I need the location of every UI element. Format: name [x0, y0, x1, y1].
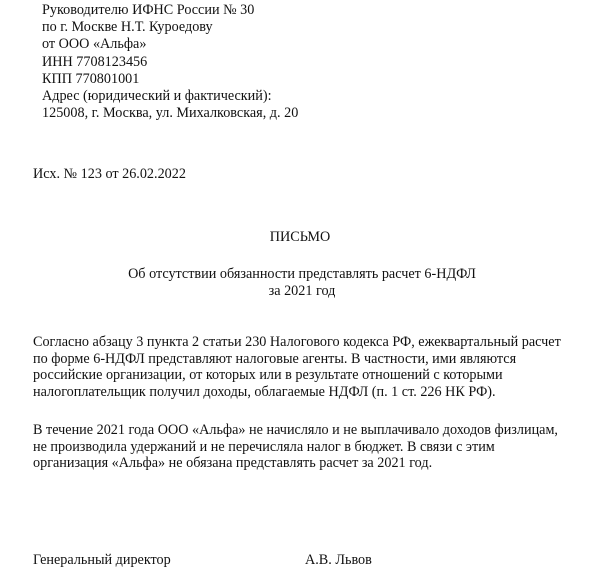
outgoing-reference: Исх. № 123 от 26.02.2022 — [33, 166, 186, 182]
paragraph-line: налогоплательщик получил доходы, облагаемые НДФЛ (п. 1 ст. 226 НК РФ). — [33, 384, 496, 401]
addressee-line-address: 125008, г. Москва, ул. Михалковская, д. 20 — [42, 105, 299, 122]
signature-name: А.В. Львов — [305, 552, 372, 568]
paragraph-line: не производила удержаний и не перечисляла налог в бюджет. В связи с этим — [33, 438, 495, 455]
addressee-line-recipient: Руководителю ИФНС России № 30 — [42, 2, 255, 18]
addressee-line-address-label: Адрес (юридический и фактический): — [42, 88, 272, 105]
letter-title: ПИСЬМО — [269, 229, 331, 245]
subject-line: Об отсутствии обязанности представлять расчет 6-НДФЛ — [128, 266, 476, 282]
addressee-line-inn: ИНН 7708123456 — [42, 53, 148, 70]
addressee-line-kpp: КПП 770801001 — [42, 70, 140, 87]
addressee-line-recipient-name: по г. Москве Н.Т. Куроедову — [42, 19, 213, 36]
paragraph-line: Согласно абзацу 3 пункта 2 статьи 230 Налогового кодекса РФ, ежеквартальный расчет — [33, 334, 561, 350]
paragraph-line: по форме 6-НДФЛ представляют налоговые агенты. В частности, ими являются — [33, 350, 517, 367]
addressee-line-sender: от ООО «Альфа» — [42, 36, 147, 53]
signature-role: Генеральный директор — [33, 552, 171, 568]
subject-line: за 2021 год — [268, 282, 336, 299]
body-paragraph-1 — [33, 334, 561, 401]
addressee-block — [42, 2, 298, 122]
letter-subject — [2, 266, 600, 299]
paragraph-line: российские организации, от которых или в результате отношений с которыми — [33, 367, 503, 384]
body-paragraph-2 — [33, 422, 558, 472]
paragraph-line: организация «Альфа» не обязана представлять расчет за 2021 год. — [33, 455, 433, 472]
paragraph-line: В течение 2021 года ООО «Альфа» не начисляло и не выплачивало доходов физлицам, — [33, 422, 558, 438]
